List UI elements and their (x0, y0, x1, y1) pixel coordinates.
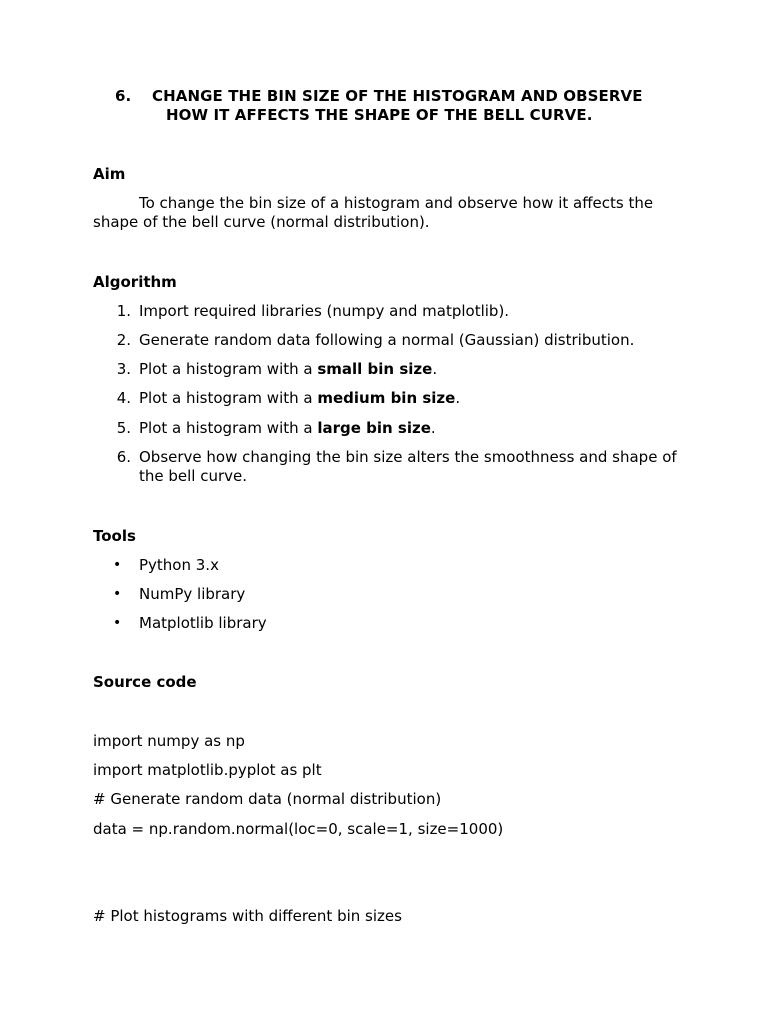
bullet-icon: • (113, 586, 122, 602)
code-line: data = np.random.normal(loc=0, scale=1, size=1000) (93, 820, 504, 838)
code-line: # Plot histograms with different bin sizes (93, 907, 402, 925)
step-number: 5. (116, 419, 131, 437)
title-line-1: CHANGE THE BIN SIZE OF THE HISTOGRAM AND OBSERVE (152, 87, 643, 105)
step-text-bold: small bin size (317, 360, 433, 378)
source-code-heading: Source code (93, 673, 197, 691)
step-text-bold: large bin size (317, 419, 431, 437)
tool-item: Matplotlib library (139, 614, 267, 632)
tool-item: NumPy library (139, 585, 246, 603)
step-text-post: . (430, 419, 436, 437)
step-number: 6. (116, 448, 131, 466)
title-line-2: HOW IT AFFECTS THE SHAPE OF THE BELL CURVE. (166, 106, 593, 124)
step-number: 2. (116, 331, 131, 349)
code-line: import numpy as np (93, 732, 245, 750)
step-text-pre: Plot a histogram with a (139, 389, 318, 407)
step-number: 4. (116, 389, 131, 407)
step-number: 1. (116, 302, 131, 320)
step-text (139, 360, 684, 379)
title-number: 6. (115, 87, 132, 105)
tool-item: Python 3.x (139, 556, 219, 574)
step-text-post: . (432, 360, 438, 378)
step-text-bold: medium bin size (317, 389, 456, 407)
code-line: import matplotlib.pyplot as plt (93, 761, 322, 779)
step-text (139, 419, 684, 438)
tools-heading: Tools (93, 527, 136, 545)
step-number: 3. (116, 360, 131, 378)
algorithm-heading: Algorithm (93, 273, 177, 291)
aim-paragraph (93, 194, 683, 232)
bullet-icon: • (113, 615, 122, 631)
aim-text: To change the bin size of a histogram and observe how it affects the shape of the bell curve (normal distribution). (93, 194, 654, 231)
step-text: Import required libraries (numpy and matplotlib). (139, 302, 510, 320)
step-text-pre: Plot a histogram with a (139, 360, 318, 378)
step-text: Generate random data following a normal (Gaussian) distribution. (139, 331, 635, 349)
step-text (139, 389, 684, 408)
code-line: # Generate random data (normal distribution) (93, 790, 442, 808)
bullet-icon: • (113, 557, 122, 573)
step-text-post: . (455, 389, 461, 407)
step-text: Observe how changing the bin size alters the smoothness and shape of the bell curve. (139, 448, 677, 485)
step-text-pre: Plot a histogram with a (139, 419, 318, 437)
aim-heading: Aim (93, 165, 126, 183)
